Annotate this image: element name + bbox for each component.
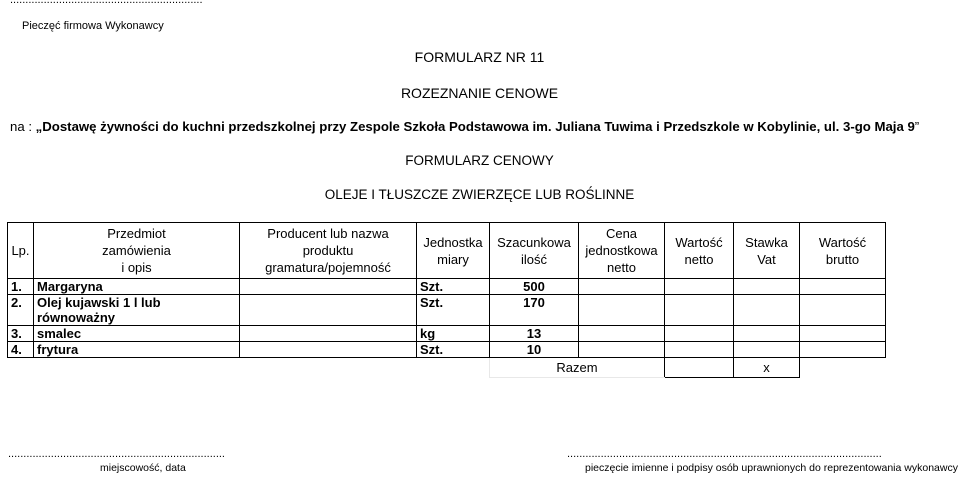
row-producent — [240, 342, 417, 358]
header-vat-line1: Stawka — [745, 234, 788, 250]
row-price — [579, 326, 665, 342]
row-qty: 13 — [490, 326, 579, 342]
row-unit: Szt. — [417, 279, 490, 295]
price-form-title: FORMULARZ CENOWY — [405, 153, 554, 168]
row-producent — [240, 279, 417, 295]
row-brutto — [800, 342, 886, 358]
razem-empty — [417, 358, 490, 378]
row-lp: 4. — [8, 342, 34, 358]
subject-text: „Dostawę żywności do kuchni przedszkolnej przy Zespole Szkoła Podstawowa im. Juliana Tuwima i Przedszkole w Kobylinie, ul. 3-go Maja 9 — [35, 119, 915, 134]
razem-vat: x — [734, 358, 800, 378]
header-wartosc-brutto — [800, 223, 886, 279]
header-producent-line3: gramatura/pojemność — [265, 260, 391, 275]
header-row — [8, 223, 886, 279]
header-jednostka — [417, 223, 490, 279]
header-brutto-line1: Wartość — [818, 234, 867, 250]
header-przedmiot — [34, 223, 240, 279]
row-netto — [665, 326, 734, 342]
razem-empty — [246, 358, 417, 378]
header-stawka-vat — [734, 223, 800, 279]
table-row — [8, 342, 886, 358]
header-jednostka-line2: miary — [437, 251, 469, 267]
row-name: Margaryna — [34, 279, 240, 295]
header-ilosc-line2: ilość — [520, 251, 547, 267]
signature-dotted-line: ....................................................................................................... — [567, 448, 882, 460]
row-lp: 2. — [8, 295, 34, 326]
header-cena-line2: jednostkowa — [585, 243, 658, 258]
table-row — [8, 295, 886, 326]
header-producent-line1: Producent lub nazwa — [267, 226, 389, 241]
company-stamp-label: Pieczęć firmowa Wykonawcy — [22, 20, 164, 32]
header-lp: Lp. — [8, 223, 34, 279]
row-unit: kg — [417, 326, 490, 342]
header-ilosc — [490, 223, 579, 279]
row-brutto — [800, 279, 886, 295]
header-przedmiot-line2: zamówienia — [102, 243, 171, 258]
row-name: frytura — [34, 342, 240, 358]
row-netto — [665, 342, 734, 358]
razem-label: Razem — [490, 358, 665, 378]
row-vat — [734, 326, 800, 342]
razem-empty — [8, 358, 34, 378]
row-vat — [734, 342, 800, 358]
header-cena — [579, 223, 665, 279]
header-jednostka-line1: Jednostka — [423, 234, 483, 250]
row-qty: 10 — [490, 342, 579, 358]
row-producent — [240, 326, 417, 342]
form-number: FORMULARZ NR 11 — [414, 49, 545, 65]
row-vat — [734, 279, 800, 295]
row-producent — [240, 295, 417, 326]
row-price — [579, 279, 665, 295]
category-title: OLEJE I TŁUSZCZE ZWIERZĘCE LUB ROŚLINNE — [324, 187, 635, 202]
row-netto — [665, 295, 734, 326]
row-name: smalec — [34, 326, 240, 342]
signature-label: pieczęcie imienne i podpisy osób uprawnionych do reprezentowania wykonawcy — [585, 462, 958, 474]
row-unit: Szt. — [417, 342, 490, 358]
razem-empty — [800, 358, 886, 378]
row-lp: 1. — [8, 279, 34, 295]
header-brutto-line2: brutto — [825, 251, 860, 267]
header-przedmiot-line1: Przedmiot — [107, 226, 166, 241]
form-subtitle: ROZEZNANIE CENOWE — [400, 85, 559, 101]
header-wartosc-netto — [665, 223, 734, 279]
top-dotted-line: ............................................................... — [10, 0, 203, 6]
subject-suffix: ” — [914, 119, 920, 134]
row-vat — [734, 295, 800, 326]
header-producent-line2: produktu — [302, 243, 354, 258]
razem-row — [8, 358, 886, 378]
table-row — [8, 279, 886, 295]
row-lp: 3. — [8, 326, 34, 342]
row-netto — [665, 279, 734, 295]
price-table — [7, 222, 886, 378]
razem-empty — [34, 358, 240, 378]
header-cena-line1: Cena — [605, 226, 638, 241]
row-price — [579, 295, 665, 326]
row-unit: Szt. — [417, 295, 490, 326]
row-qty: 170 — [490, 295, 579, 326]
header-producent — [240, 223, 417, 279]
subject-line — [10, 119, 919, 134]
place-date-label: miejscowość, data — [100, 462, 186, 474]
subject-prefix: na : — [10, 119, 36, 134]
row-brutto — [800, 295, 886, 326]
row-brutto — [800, 326, 886, 342]
row-name-text: Olej kujawski 1 l lub równoważny — [37, 295, 161, 325]
header-vat-line2: Vat — [757, 251, 776, 267]
header-netto-line1: Wartość — [675, 234, 723, 250]
place-date-dotted-line: ....................................................................... — [8, 448, 225, 460]
header-cena-line3: netto — [607, 260, 636, 275]
razem-netto — [665, 358, 734, 378]
table-row — [8, 326, 886, 342]
header-netto-line2: netto — [684, 251, 714, 267]
row-qty: 500 — [490, 279, 579, 295]
row-name — [34, 295, 240, 326]
row-price — [579, 342, 665, 358]
header-ilosc-line1: Szacunkowa — [497, 234, 571, 250]
header-przedmiot-line3: i opis — [121, 260, 152, 275]
